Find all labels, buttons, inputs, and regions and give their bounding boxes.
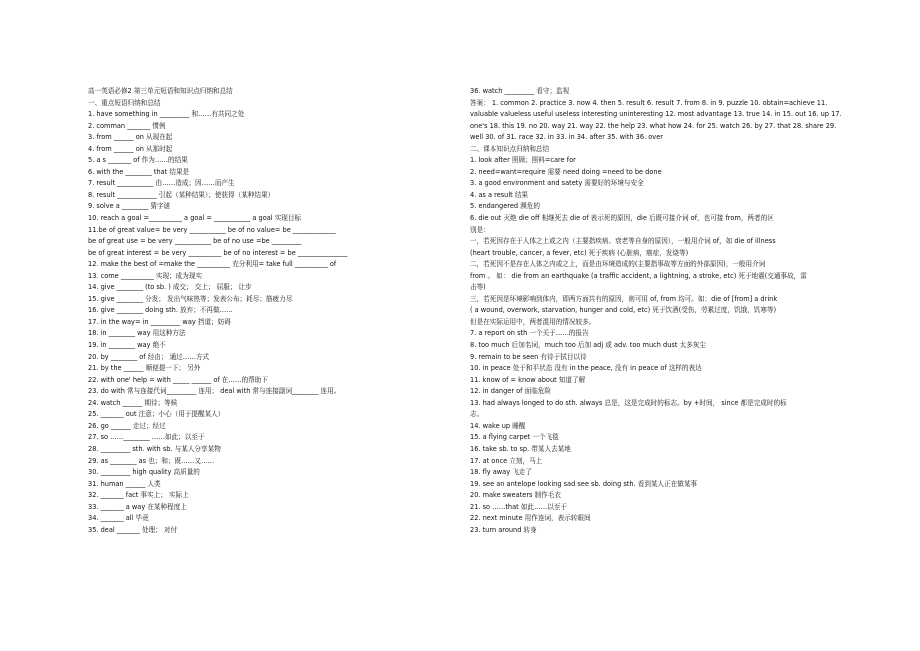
left-line: 7. result ___________ 由……造成；因……而产生: [88, 179, 235, 188]
right-line: 一，若死因存在于人体之上或之内（主要指疾病、衰老等自身的原因），一般用介词 of，如 die of illness: [470, 237, 776, 246]
left-line: be of great interest = be very __________ be of no interest = be _______________: [88, 248, 348, 257]
right-line: 但是在实际运用中，两者混用的情况较多。: [470, 317, 596, 326]
left-line: 21. by the ______ 顺便提一下； 另外: [88, 364, 201, 373]
right-line: 9. remain to be seen 有待于拭目以待: [470, 352, 587, 361]
left-line: 高一英语必修2 第三单元短语和知识点归纳和总结: [88, 87, 233, 95]
left-line: 8. result ____________ 引起（某种结果）；使获得（某种结果）: [88, 190, 275, 199]
right-line: 15. a flying carpet 一个飞毯: [470, 433, 559, 442]
right-line: ( a wound, overwork, starvation, hunger and cold, etc) 死于饮酒(受伤，劳累过度，饥饿，饥寒等): [470, 306, 777, 315]
left-line: 22. with one' help = with _____ ______ of 在……的帮助下: [88, 375, 268, 384]
right-line: 别是：: [470, 225, 490, 234]
right-line: 22. next minute 用作连词，表示转眼间: [470, 514, 591, 523]
left-line: 24. watch ______ 期待；等候: [88, 398, 178, 407]
left-line: 4. from ______ on 从那时起: [88, 144, 173, 153]
left-line: 32. _______ fact 事实上； 实际上: [88, 491, 189, 500]
right-line: 志。: [470, 410, 484, 419]
right-line: 12. in danger of 面临危险: [470, 387, 551, 396]
left-line: 20. by ________ of 经由； 通过……方式: [88, 352, 210, 361]
right-column: [470, 86, 842, 536]
right-line: 8. too much 后加名词，much too 后加 adj 或 adv. too much dust 太多灰尘: [470, 341, 706, 350]
right-line: 16. take sb. to sp. 带某人去某地: [470, 444, 571, 453]
left-line: 18. in ________ way 用这种方法: [88, 329, 186, 338]
right-line: 13. had always longed to do sth. always 总是，这是完成时的标志。by +时间， since 都是完成时的标: [470, 398, 787, 407]
left-line: 33. _______ a way 在某种程度上: [88, 502, 187, 511]
left-line: 26. go ______ 走过；经过: [88, 421, 166, 430]
right-line: 7. a report on sth 一个关于……的报告: [470, 329, 589, 338]
left-line: 17. in the way= in _________ way 挡道；妨碍: [88, 317, 231, 326]
right-line: 5. endangered 濒危的: [470, 202, 540, 211]
right-line: 二，若死因不是存在人体之内或之上，而是由环境造成的(主要指事故等方面的外部原因)，一般用介词: [470, 260, 766, 269]
right-line: 三，若死因是环境影响到体内，即两方面共有的原因，则可用 of, from 均可。如：die of [from] a drink: [470, 294, 778, 303]
left-line: 23. do with 常与连接代词_________ 连用； deal with 常与连接副词________ 连用。: [88, 387, 341, 396]
left-line: 2. comman _______ 惯例: [88, 121, 166, 130]
right-line: 21. so ……that 如此……以至于: [470, 502, 567, 511]
left-line: 27. so ……________ ……如此；以至于: [88, 433, 205, 442]
right-line: 2. need=want=require 需要 need doing =need to be done: [470, 167, 662, 176]
left-line: 31. human ______ 人类: [88, 479, 161, 488]
left-line: 29. as ________ as 也；和；既……又……: [88, 456, 215, 465]
right-line: 4. as a result 结果: [470, 190, 529, 199]
left-line: 10. reach a goal =__________ a goal = ___________ a goal 实现目标: [88, 214, 302, 223]
left-line: 11.be of great value= be very ___________ be of no value= be _____________: [88, 225, 336, 234]
left-line: 14. give ________ (to sb. ) 成交； 交上； 屈服； 让步: [88, 283, 252, 292]
left-line: 15. give ________ 分发； 发出气味热等；发表公布；耗尽；筋疲力尽: [88, 294, 293, 303]
right-line: 3. a good environment and satety 需要好的环境与安全: [470, 179, 644, 188]
right-line: 23. turn around 转身: [470, 525, 537, 534]
left-line: be of great use = be very ___________ be of no use =be _________: [88, 237, 302, 246]
left-column: [88, 86, 448, 536]
right-line: 36. watch _________ 看守；监视: [470, 87, 570, 95]
right-line: 10. in peace 处于和平状态 没有 in the peace, 没有 in peace of 这样的表达: [470, 364, 702, 373]
left-line: 30. _________ high quality 高质量的: [88, 468, 200, 477]
right-line: valuable valueless useful useless interesting uninteresting 12. most advantage 13. true 14. in 15. out 16. up 17.: [470, 110, 842, 119]
left-line: 35. deal _______ 处理； 对付: [88, 525, 178, 534]
right-line: (heart trouble, cancer, a fever, etc) 死于疾病 (心脏病，癌症，发烧等): [470, 248, 689, 257]
right-line: 11. know of = know about 知道了解: [470, 375, 586, 384]
left-line: 34. _______ all 毕竟: [88, 514, 149, 523]
right-line: from 。 如： die from an earthquake (a traffic accident, a lightning, a stroke, etc) 死于地震(交通事故，雷: [470, 271, 807, 280]
left-line: 一、重点短语归纳和总结: [88, 98, 161, 107]
right-line: one's 18. this 19. no 20. way 21. way 22. the help 23. what how 24. for 25. watch 26. by 27. that 28. share 29.: [470, 121, 837, 130]
right-line: 19. see an antelope looking sad see sb. doing sth. 看到某人正在做某事: [470, 479, 698, 488]
right-line: 击等): [470, 283, 486, 292]
right-line: 1. look after 照顾；照料=care for: [470, 156, 576, 165]
right-line: 14. wake up 睡醒: [470, 421, 526, 430]
left-line: 3. from ______ on 从现在起: [88, 133, 173, 142]
right-line: 20. make sweaters 制作毛衣: [470, 491, 561, 500]
right-line: 18. fly away 飞走了: [470, 468, 532, 477]
left-line: 19. in ________ way 绝不: [88, 341, 166, 350]
left-line: 1. have something in _________ 和……有共同之处: [88, 110, 245, 119]
right-line: 二、课本知识点归纳和总结: [470, 144, 550, 153]
left-line: 13. come __________ 实现；成为现实: [88, 271, 203, 280]
left-line: 9. solve a ________ 猜字谜: [88, 202, 171, 211]
right-line: 答案： 1. common 2. practice 3. now 4. then 5. result 6. result 7. from 8. in 9. puzzle 10. obtain=achieve 11.: [470, 98, 828, 107]
left-line: 12. make the best of =make the __________ 充分利用= take full __________ of: [88, 260, 337, 269]
right-line: 6. die out 灭绝 die off 相继死去 die of 表示死的原因，die 后既可接介词 of，也可接 from，两者的区: [470, 214, 774, 223]
left-line: 16. give ________ doing sth. 放弃；不再做……: [88, 306, 233, 315]
left-line: 6. with the ________ that 结果是: [88, 167, 190, 176]
left-line: 25. _______ out 注意；小心（用于提醒某人）: [88, 410, 225, 419]
left-line: 28. _________ sth. with sb. 与某人分享某物: [88, 444, 221, 453]
right-line: well 30. of 31. race 32. in 33. in 34. after 35. with 36. over: [470, 133, 663, 142]
right-line: 17. at once 立刻，马上: [470, 456, 543, 465]
left-line: 5. a s _______ of 作为……的结果: [88, 156, 188, 165]
